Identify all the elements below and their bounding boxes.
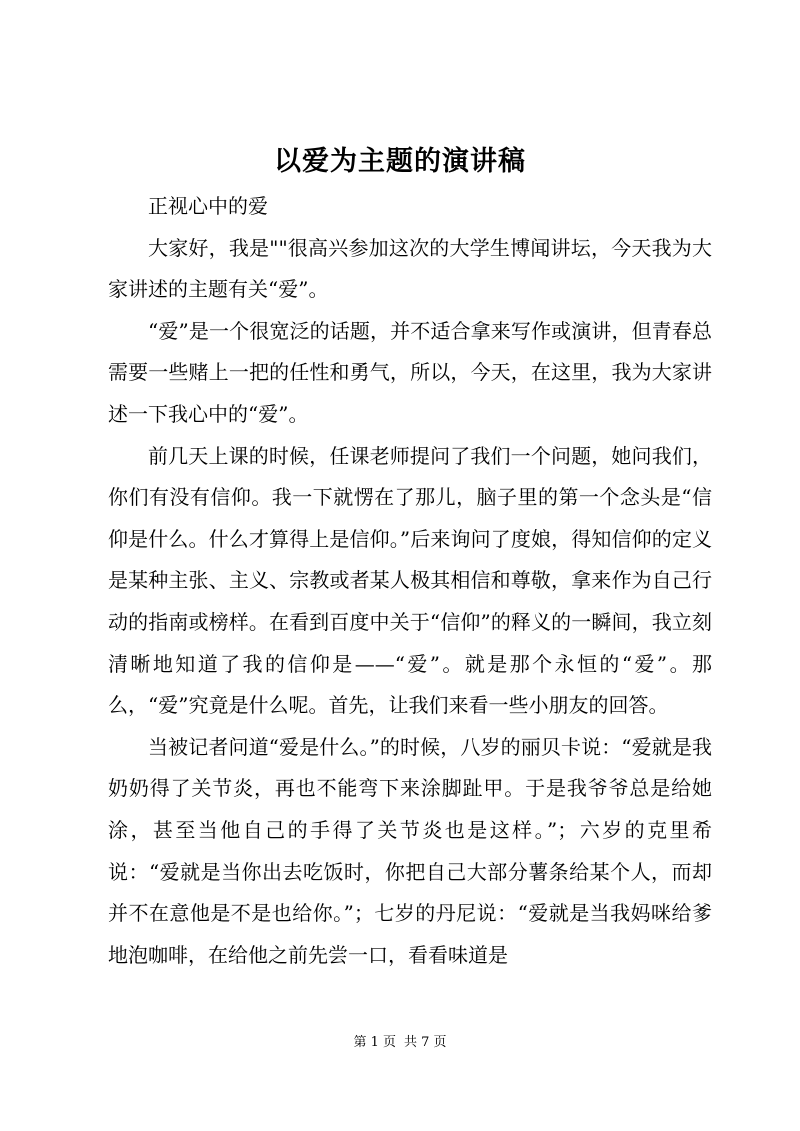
page-total: 共 7 页 [404,1035,447,1050]
page-number: 第 1 页 [353,1035,396,1050]
document-body [108,186,712,976]
paragraph-belief: 前几天上课的时候，任课老师提问了我们一个问题，她问我们，你们有没有信仰。我一下就愣在了那儿，脑子里的第一个念头是“信仰是什么。什么才算得上是信仰。”后来询问了度娘，得知信仰的定义是某种主张、主义、宗教或者某人极其相信和尊敬，拿来作为自己行动的指南或榜样。在看到百度中关于“信仰”的释义的一瞬间，我立刻清晰地知道了我的信仰是——“爱”。就是那个永恒的“爱”。那么，“爱”究竟是什么呢。首先，让我们来看一些小朋友的回答。 [108,443,712,718]
page-footer [0,1033,800,1053]
paragraph-children-answers: 当被记者问道“爱是什么。”的时候，八岁的丽贝卡说：“爱就是我奶奶得了关节炎，再也不能弯下来涂脚趾甲。于是我爷爷总是给她涂，甚至当他自己的手得了关节炎也是这样。”；六岁的克里希说：“爱就是当你出去吃饭时，你把自己大部分薯条给某个人，而却并不在意他是不是也给你。”；七岁的丹尼说：“爱就是当我妈咪给爹地泡咖啡，在给他之前先尝一口，看看味道是 [108,734,712,967]
paragraph-greeting: 大家好，我是""很高兴参加这次的大学生博闻讲坛，今天我为大家讲述的主题有关“爱”。 [108,235,712,302]
document-title: 以爱为主题的演讲稿 [274,146,526,177]
paragraph-subtitle: 正视心中的爱 [148,194,268,218]
paragraph-topic: “爱”是一个很宽泛的话题，并不适合拿来写作或演讲，但青春总需要一些赌上一把的任性和勇气，所以，今天，在这里，我为大家讲述一下我心中的“爱”。 [108,318,712,426]
